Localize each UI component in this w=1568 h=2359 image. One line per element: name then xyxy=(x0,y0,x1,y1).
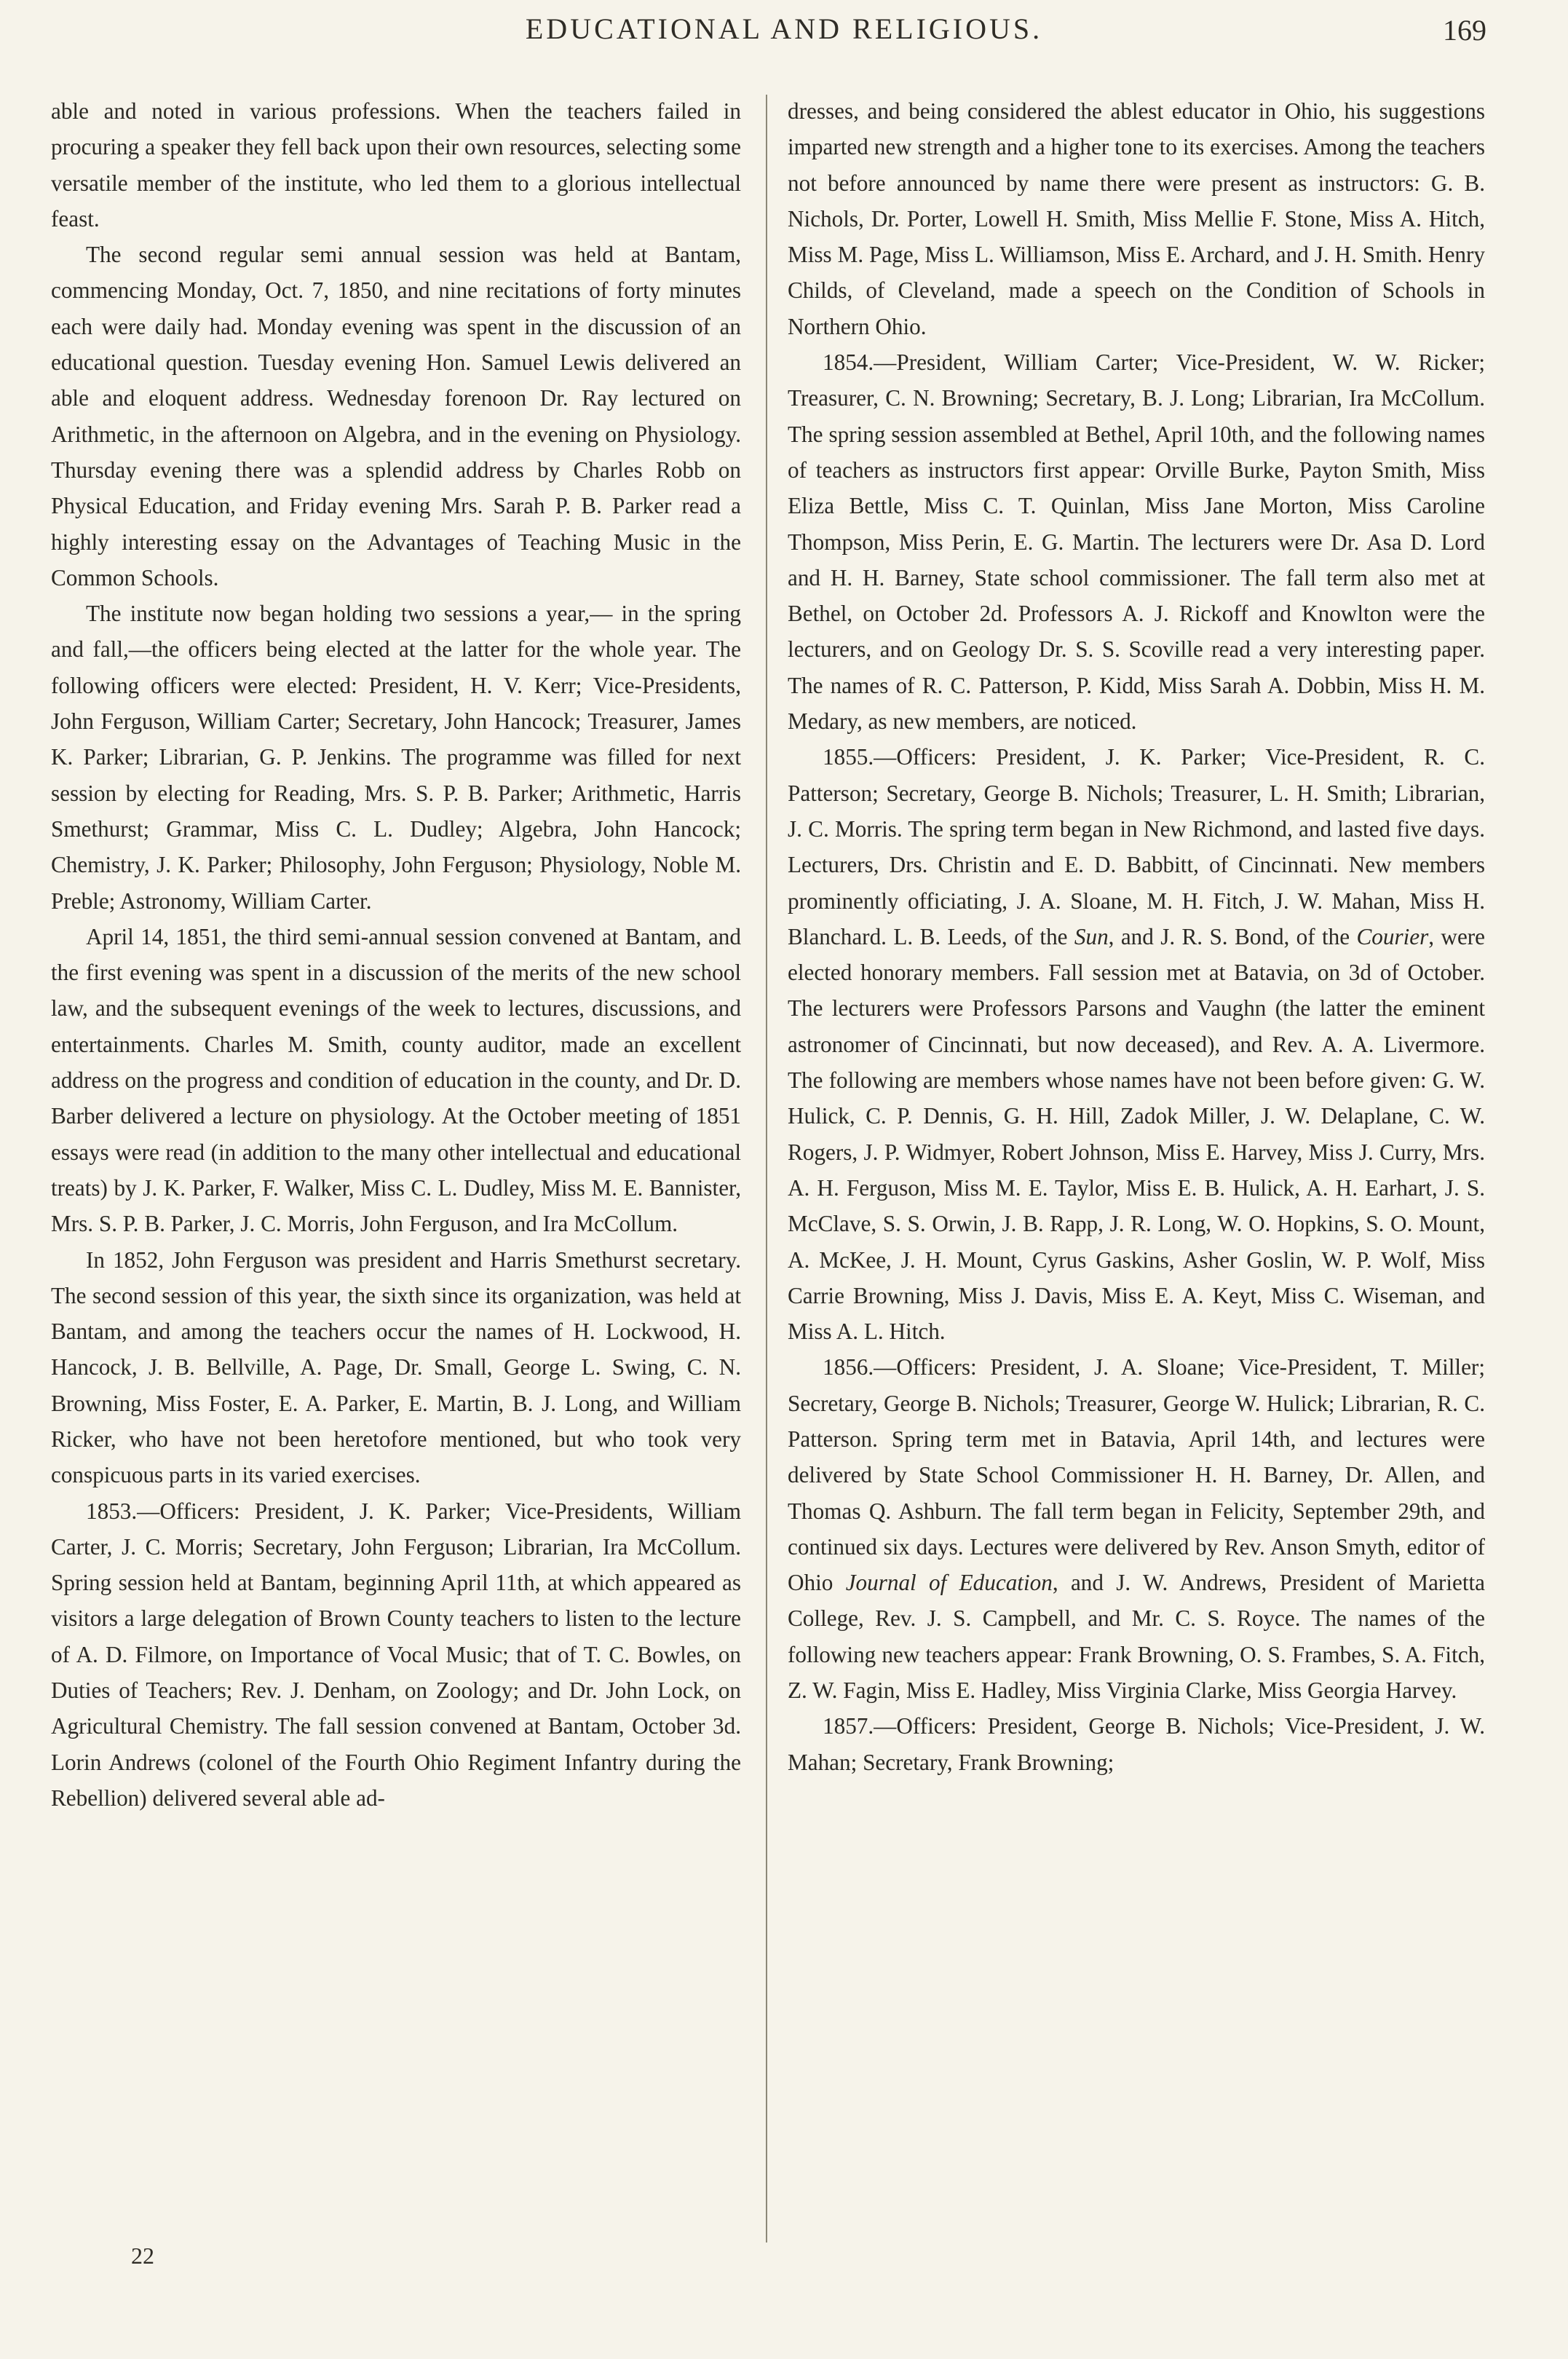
column-divider xyxy=(766,95,767,2243)
paragraph: able and noted in various professions. When the teachers failed in procuring a speaker they fell back upon their own resources, selecting some versatile member of the institute, who led them to a glorious intellectual feast. xyxy=(51,98,741,232)
paragraph: The second regular semi annual session was held at Bantam, commencing Monday, Oct. 7, 1850, and nine recitations of forty minutes each were daily had. Monday evening was spent in the discussion of an educational question. Tuesday evening Hon. Samuel Lewis delivered an able and eloquent address. Wednesday forenoon Dr. Ray lectured on Arithmetic, in the afternoon on Algebra, and in the evening on Physiology. Thursday evening there was a splendid address by Charles Robb on Physical Education, and Friday evening Mrs. Sarah P. B. Parker read a highly interesting essay on the Advantages of Teaching Music in the Common Schools. xyxy=(51,242,741,590)
text-run: , and J. W. Andrews, President of Marietta College, Rev. J. S. Campbell, and Mr. C. S. Royce. The names of the following new teachers appear: Frank Browning, O. S. Frambes, S. A. Fitch, Z. W. Fagin, Miss E. Hadley, Miss Virginia Clarke, Miss Georgia Harvey. xyxy=(788,1570,1485,1704)
paragraph xyxy=(788,1349,1485,1708)
left-column xyxy=(51,93,741,2263)
newspaper-title: Courier xyxy=(1356,923,1429,949)
text-run: , were elected honorary members. Fall session met at Batavia, on 3d of October. The lecturers were Professors Parsons and Vaughn (the latter the eminent astronomer of Cincinnati, but now deceased), and Rev. A. A. Livermore. The following are members whose names have not been before given: G. W. Hulick, C. P. Dennis, G. H. Hill, Zadok Miller, J. W. Delaplane, C. W. Rogers, J. P. Widmyer, Robert Johnson, Miss E. Harvey, Miss J. Curry, Mrs. A. H. Ferguson, Miss M. E. Taylor, Miss E. B. Hulick, A. H. Earhart, J. S. McClave, S. S. Orwin, J. B. Rapp, J. R. Long, W. O. Hopkins, S. O. Mount, A. McKee, J. H. Mount, Cyrus Gaskins, Asher Goslin, W. P. Wolf, Miss Carrie Browning, Miss J. Davis, Miss E. A. Keyt, Miss C. Wiseman, and Miss A. L. Hitch. xyxy=(788,923,1485,1345)
page-number: 169 xyxy=(1443,14,1486,47)
paragraph: The institute now began holding two sessions a year,— in the spring and fall,—the officers being elected at the latter for the whole year. The following officers were elected: President, H. V. Kerr; Vice-Presidents, John Ferguson, William Carter; Secretary, John Hancock; Treasurer, James K. Parker; Librarian, G. P. Jenkins. The programme was filled for next session by electing for Reading, Mrs. S. P. B. Parker; Arithmetic, Harris Smethurst; Grammar, Miss C. L. Dudley; Algebra, John Hancock; Chemistry, J. K. Parker; Philosophy, John Ferguson; Physiology, Noble M. Preble; Astronomy, William Carter. xyxy=(51,601,741,914)
running-title: EDUCATIONAL AND RELIGIOUS. xyxy=(525,12,1043,45)
text-run: , and J. R. S. Bond, of the xyxy=(1108,923,1357,949)
right-column xyxy=(788,93,1485,2263)
paragraph: 1853.—Officers: President, J. K. Parker; Vice-Presidents, William Carter, J. C. Morris; Secretary, John Ferguson; Librarian, Ira McCollum. Spring session held at Bantam, beginning April 11th, at which appeared as visitors a large delegation of Brown County teachers to listen to the lecture of A. D. Filmore, on Importance of Vocal Music; that of T. C. Bowles, on Duties of Teachers; Rev. J. Denham, on Zoology; and Dr. John Lock, on Agricultural Chemistry. The fall session convened at Bantam, October 3d. Lorin Andrews (colonel of the Fourth Ohio Regiment Infantry during the Rebellion) delivered several able ad- xyxy=(51,1498,741,1811)
paragraph: In 1852, John Ferguson was president and Harris Smethurst secretary. The second session of this year, the sixth since its organization, was held at Bantam, and among the teachers occur the names of H. Lockwood, H. Hancock, J. B. Bellville, A. Page, Dr. Small, George L. Swing, C. N. Browning, Miss Foster, E. A. Parker, E. Martin, B. J. Long, and William Ricker, who have not been heretofore mentioned, but who took very conspicuous parts in its varied exercises. xyxy=(51,1246,741,1488)
paragraph: 1857.—Officers: President, George B. Nichols; Vice-President, J. W. Mahan; Secretary, Frank Browning; xyxy=(788,1713,1485,1775)
journal-title: Journal of Education xyxy=(845,1570,1053,1596)
paragraph: 1854.—President, William Carter; Vice-President, W. W. Ricker; Treasurer, C. N. Browning; Secretary, B. J. Long; Librarian, Ira McCollum. The spring session assembled at Bethel, April 10th, and the following names of teachers as instructors first appear: Orville Burke, Payton Smith, Miss Eliza Bettle, Miss C. T. Quinlan, Miss Jane Morton, Miss Caroline Thompson, Miss Perin, E. G. Martin. The lecturers were Dr. Asa D. Lord and H. H. Barney, State school commissioner. The fall term also met at Bethel, on October 2d. Professors A. J. Rickoff and Knowlton were the lecturers, and on Geology Dr. S. S. Scoville read a very interesting paper. The names of R. C. Patterson, P. Kidd, Miss Sarah A. Dobbin, Miss H. M. Medary, as new members, are noticed. xyxy=(788,349,1485,735)
text-run: 1855.—Officers: President, J. K. Parker; Vice-President, R. C. Patterson; Secretary, George B. Nichols; Treasurer, L. H. Smith; Librarian, J. C. Morris. The spring term began in New Richmond, and lasted five days. Lecturers, Drs. Christin and E. D. Babbitt, of Cincinnati. New members prominently officiating, J. A. Sloane, M. H. Fitch, J. W. Mahan, Miss H. Blanchard. L. B. Leeds, of the xyxy=(788,744,1485,949)
page-header xyxy=(0,0,1568,58)
newspaper-title: Sun xyxy=(1074,923,1109,949)
paragraph xyxy=(788,739,1485,1349)
text-run: 1856.—Officers: President, J. A. Sloane; Vice-President, T. Miller; Secretary, George B. Nichols; Treasurer, George W. Hulick; Librarian, R. C. Patterson. Spring term met in Batavia, April 14th, and lectures were delivered by State School Commissioner H. H. Barney, Dr. Allen, and Thomas Q. Ashburn. The fall term began in Felicity, September 29th, and continued six days. Lectures were delivered by Rev. Anson Smyth, editor of Ohio xyxy=(788,1354,1485,1596)
signature-mark: 22 xyxy=(131,2243,154,2269)
paragraph: April 14, 1851, the third semi-annual session convened at Bantam, and the first evening was spent in a discussion of the merits of the new school law, and the subsequent evenings of the week to lectures, discussions, and entertainments. Charles M. Smith, county auditor, made an excellent address on the progress and condition of education in the county, and Dr. D. Barber delivered a lecture on physiology. At the October meeting of 1851 essays were read (in addition to the many other intellectual and educational treats) by J. K. Parker, F. Walker, Miss C. L. Dudley, Miss M. E. Bannister, Mrs. S. P. B. Parker, J. C. Morris, John Ferguson, and Ira McCollum. xyxy=(51,923,741,1237)
paragraph: dresses, and being considered the ablest educator in Ohio, his suggestions imparted new strength and a higher tone to its exercises. Among the teachers not before announced by name there were present as instructors: G. B. Nichols, Dr. Porter, Lowell H. Smith, Miss Mellie F. Stone, Miss A. Hitch, Miss M. Page, Miss L. Williamson, Miss E. Archard, and J. H. Smith. Henry Childs, of Cleveland, made a speech on the Condition of Schools in Northern Ohio. xyxy=(788,98,1485,339)
